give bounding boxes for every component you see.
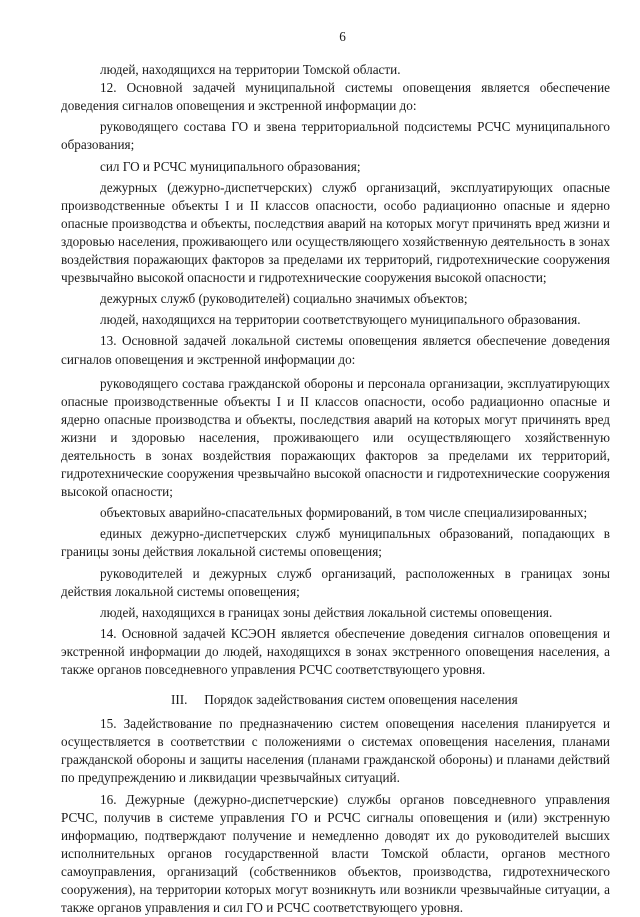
paragraph: единых дежурно-диспетчерских служб муниципальных образований, попадающих в границы зоны действия локальной системы оповещения; (61, 526, 610, 560)
paragraph: 15. Задействование по предназначению систем оповещения населения планируется и осуществляется в соответствии с положениями о системах оповещения населения, планами гражданской обороны и защиты населения (планами гражданской обороны) и планами действий по предупреждению и ликвидации чрезвычайных ситуаций. (61, 716, 610, 786)
paragraph: 16. Дежурные (дежурно-диспетчерские) службы органов повседневного управления РСЧС, получив в системе управления ГО и РСЧС сигналы оповещения и (или) экстренную информацию, подтверждают получение и немедленно доводят их до руководителей высших исполнительных органов государственной власти Томской области, органов местного самоуправления, организаций (собственников объектов, производства, гидротехнического сооружения), на территории которых могут возникнуть или возникли чрезвычайные ситуации, а также органов управления и сил ГО и РСЧС соответствующего уровня. (61, 791, 610, 916)
paragraph: 14. Основной задачей КСЭОН является обеспечение доведения сигналов оповещения и экстренной информации до людей, находящихся в зонах экстренного оповещения населения, а также органов повседневного управления РСЧС соответствующего уровня. (61, 625, 610, 677)
paragraph: дежурных (дежурно-диспетчерских) служб организаций, эксплуатирующих опасные производственные объекты I и II классов опасности, особо радиационно опасные и ядерно опасные производства и объекты, последствия аварий на которых могут причинять вред жизни и здоровью населения, проживающего или осуществляющего хозяйственную деятельность в зонах воздействия поражающих факторов за пределами их территорий, гидротехнические сооружения чрезвычайно высокой опасности и гидротехнические сооружения высокой опасности; (61, 179, 610, 286)
paragraph: людей, находящихся на территории соответствующего муниципального образования. (100, 312, 581, 328)
paragraph: людей, находящихся на территории Томской области. (100, 62, 401, 78)
paragraph: 13. Основной задачей локальной системы оповещения является обеспечение доведения сигналов оповещения и экстренной информации до: (61, 333, 610, 367)
section-number: III. (171, 692, 188, 708)
paragraph: 12. Основной задачей муниципальной системы оповещения является обеспечение доведения сигналов оповещения и экстренной информации до: (61, 80, 610, 114)
section-heading (61, 691, 610, 709)
paragraph: сил ГО и РСЧС муниципального образования; (100, 158, 361, 174)
paragraph: руководящего состава ГО и звена территориальной подсистемы РСЧС муниципального образования; (61, 119, 610, 153)
paragraph: руководителей и дежурных служб организаций, расположенных в границах зоны действия локальной системы оповещения; (61, 565, 610, 599)
paragraph: руководящего состава гражданской обороны и персонала организации, эксплуатирующих опасные производственные объекты I и II классов опасности, особо радиационно опасные и ядерно опасные производства и объекты, последствия аварий на которых могут причинять вред жизни и здоровью населения, проживающего или осуществляющего хозяйственную деятельность в зонах воздействия поражающих факторов за пределами их территорий, гидротехнические сооружения чрезвычайно высокой опасности и гидротехнические сооружения высокой опасности; (61, 375, 610, 500)
section-title: Порядок задействования систем оповещения населения (204, 692, 518, 708)
paragraph: объектовых аварийно-спасательных формирований, в том числе специализированных; (100, 505, 588, 521)
page-number: 6 (339, 29, 346, 44)
paragraph: дежурных служб (руководителей) социально значимых объектов; (100, 291, 468, 307)
paragraph: людей, находящихся в границах зоны действия локальной системы оповещения. (100, 604, 553, 620)
